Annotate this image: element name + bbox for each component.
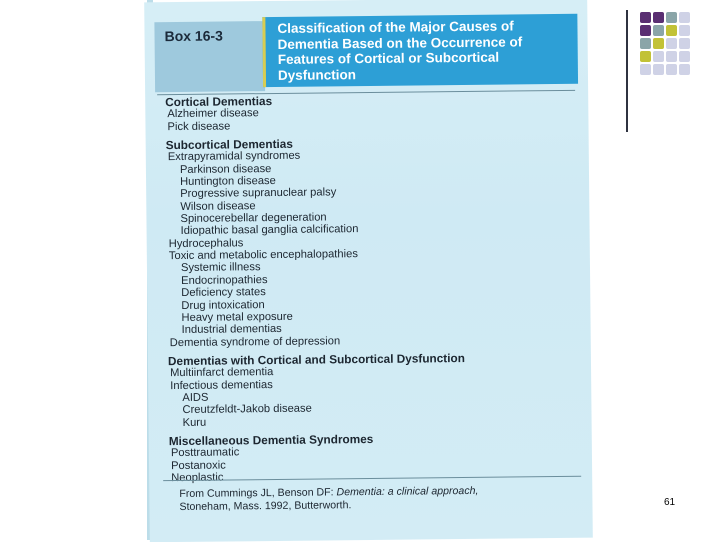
list-item: Wilson disease bbox=[180, 199, 256, 213]
list-heading: Miscellaneous Dementia Syndromes bbox=[168, 431, 374, 449]
list-item: Kuru bbox=[182, 416, 207, 429]
decorative-square bbox=[666, 64, 677, 75]
list-item: AIDS bbox=[182, 391, 209, 404]
list-item: Deficiency states bbox=[181, 286, 266, 300]
citation bbox=[179, 484, 579, 514]
list-item: Extrapyramidal syndromes bbox=[167, 150, 301, 164]
list-item: Progressive supranuclear palsy bbox=[180, 186, 337, 201]
page-number: 61 bbox=[664, 497, 676, 508]
list-item: Systemic illness bbox=[180, 261, 261, 275]
box-title: Classification of the Major Causes of Dementia Based on the Occurrence of Features of Cortical or Subcortical Dysfunction bbox=[277, 18, 523, 83]
decorative-square bbox=[640, 51, 651, 62]
list-item: Drug intoxication bbox=[181, 298, 265, 312]
list-item: Toxic and metabolic encephalopathies bbox=[168, 248, 358, 263]
scanned-textbook-box bbox=[144, 0, 593, 542]
list-item: Postanoxic bbox=[170, 459, 226, 472]
list-heading: Cortical Dementias bbox=[165, 94, 273, 110]
decorative-square bbox=[653, 25, 664, 36]
decorative-square bbox=[666, 38, 677, 49]
list-item: Infectious dementias bbox=[170, 378, 273, 392]
list-heading: Subcortical Dementias bbox=[165, 136, 293, 153]
citation-authors: From Cummings JL, Benson DF: bbox=[179, 486, 337, 500]
citation-line-2: Stoneham, Mass. 1992, Butterworth. bbox=[179, 499, 352, 513]
decorative-square bbox=[653, 64, 664, 75]
box-title-banner bbox=[262, 14, 578, 87]
decorative-square bbox=[679, 51, 690, 62]
list-item: Spinocerebellar degeneration bbox=[180, 211, 327, 226]
decorative-square bbox=[666, 12, 677, 23]
decorative-square bbox=[679, 38, 690, 49]
decorative-square bbox=[640, 64, 651, 75]
decorative-square bbox=[666, 25, 677, 36]
list-item: Dementia syndrome of depression bbox=[169, 334, 341, 349]
list-item: Multiinfarct dementia bbox=[170, 366, 274, 380]
list-item: Parkinson disease bbox=[179, 162, 272, 176]
decorative-rule bbox=[626, 10, 628, 132]
decorative-square bbox=[640, 25, 651, 36]
list-item: Huntington disease bbox=[180, 175, 276, 189]
list-item: Hydrocephalus bbox=[168, 237, 244, 250]
dementia-classification-list bbox=[165, 92, 569, 484]
decorative-square bbox=[640, 38, 651, 49]
list-item: Neoplastic bbox=[171, 471, 224, 485]
list-item: Pick disease bbox=[167, 120, 231, 133]
list-item: Endocrinopathies bbox=[181, 273, 268, 287]
decorative-square bbox=[640, 12, 651, 23]
decorative-square bbox=[653, 12, 664, 23]
list-item: Alzheimer disease bbox=[167, 107, 259, 121]
decorative-square bbox=[653, 51, 664, 62]
list-item: Industrial dementias bbox=[181, 323, 282, 337]
list-heading: Dementias with Cortical and Subcortical Dysfunction bbox=[167, 350, 465, 368]
list-item: Heavy metal exposure bbox=[181, 310, 293, 324]
decorative-square bbox=[679, 25, 690, 36]
box-number-panel bbox=[154, 21, 265, 92]
list-item: Posttraumatic bbox=[170, 446, 240, 460]
decorative-square bbox=[679, 64, 690, 75]
list-item: Idiopathic basal ganglia calcification bbox=[180, 223, 359, 238]
box-number: Box 16-3 bbox=[164, 27, 223, 45]
decorative-square bbox=[653, 38, 664, 49]
decorative-square bbox=[679, 12, 690, 23]
decorative-square bbox=[666, 51, 677, 62]
citation-book-title: Dementia: a clinical approach, bbox=[336, 484, 479, 499]
list-item: Creutzfeldt-Jakob disease bbox=[182, 402, 312, 417]
